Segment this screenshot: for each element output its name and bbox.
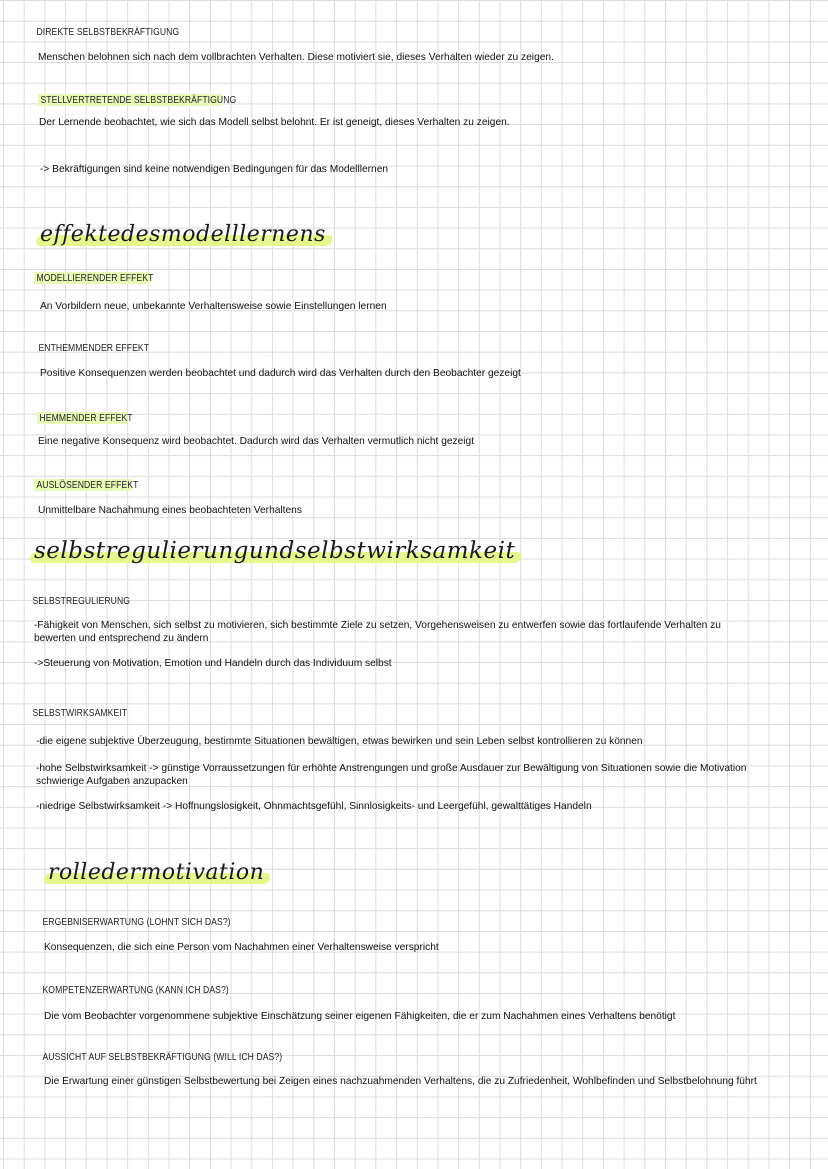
heading-direkte-selbstbekraeftigung: DIREKTE SELBSTBEKRÄFTIGUNG: [36, 26, 180, 38]
heading-ausloesender-effekt: AUSLÖSENDER EFFEKT: [34, 478, 132, 492]
heading-modellierender-effekt: MODELLIERENDER EFFEKT: [34, 271, 150, 285]
heading-kompetenzerwartung: KOMPETENZERWARTUNG (KANN ICH DAS?): [42, 984, 229, 996]
heading-stellvertretende-selbstbekraeftigung: STELLVERTRETENDE SELBSTBEKRÄFTIGUNG: [38, 93, 222, 107]
heading-aussicht-auf-selbstbekraeftigung: AUSSICHT AUF SELBSTBEKRÄFTIGUNG (WILL ICH DAS?): [42, 1051, 283, 1063]
heading-selbstregulierung: SELBSTREGULIERUNG: [32, 595, 131, 607]
text-niedrige-selbstwirksamkeit: -niedrige Selbstwirksamkeit -> Hoffnungslosigkeit, Ohnmachtsgefühl, Sinnlosigkeits- und Leergefühl, gewalttätiges Handeln: [36, 801, 592, 812]
heading-selbstwirksamkeit: SELBSTWIRKSAMKEIT: [32, 707, 128, 719]
text-stellvertretende-selbstbekraeftigung: Der Lernende beobachtet, wie sich das Modell selbst belohnt. Er ist geneigt, dieses Verhalten zu zeigen.: [39, 117, 510, 128]
text-ausloesender-effekt: Unmittelbare Nachahmung eines beobachteten Verhaltens: [38, 505, 302, 516]
text-kompetenzerwartung: Die vom Beobachter vorgenommene subjektive Einschätzung seiner eigenen Fähigkeiten, die er zum Nachahmen eines Verhaltens benötigt: [44, 1011, 676, 1022]
text-direkte-selbstbekraeftigung: Menschen belohnen sich nach dem vollbrachten Verhalten. Diese motiviert sie, dieses Verhalten wieder zu zeigen.: [38, 52, 554, 63]
heading-enthemmender-effekt: ENTHEMMENDER EFFEKT: [38, 342, 150, 354]
section-title-effekte: effektedesmodelllernens: [40, 222, 326, 247]
text-ergebniserwartung: Konsequenzen, die sich eine Person vom Nachahmen einer Verhaltensweise verspricht: [44, 942, 439, 953]
text-aussicht-auf-selbstbekraeftigung: Die Erwartung einer günstigen Selbstbewertung bei Zeigen eines nachzuahmenden Verhaltens, die zu Zufriedenheit, Wohlbefinden und Selbstbelohnung führt: [44, 1076, 757, 1087]
section-title-rolle-der-motivation: rolledermotivation: [48, 860, 264, 885]
text-selbstwirksamkeit-definition: -die eigene subjektive Überzeugung, bestimmte Situationen bewältigen, etwas bewirken und sein Leben selbst kontrollieren zu können: [36, 736, 643, 747]
section-title-selbstregulierung: selbstregulierungundselbstwirksamkeit: [34, 538, 515, 564]
text-hemmender-effekt: Eine negative Konsequenz wird beobachtet. Dadurch wird das Verhalten vermutlich nicht gezeigt: [38, 436, 475, 447]
heading-ergebniserwartung: ERGEBNISERWARTUNG (LOHNT SICH DAS?): [42, 916, 231, 928]
text-steuerung: ->Steuerung von Motivation, Emotion und Handeln durch das Individuum selbst: [34, 658, 392, 669]
text-hohe-selbstwirksamkeit: -hohe Selbstwirksamkeit -> günstige Vorraussetzungen für erhöhte Anstrengungen und große Ausdauer zur Bewältigung von Situationen sowie die Motivation schwierige Aufgaben anzupacken: [36, 763, 747, 787]
text-modellierender-effekt: An Vorbildern neue, unbekannte Verhaltensweise sowie Einstellungen lernen: [40, 301, 387, 312]
text-selbstregulierung: -Fähigkeit von Menschen, sich selbst zu motivieren, sich bestimmte Ziele zu setzen, Vorgehensweisen zu entwerfen sowie das fortlaufende Verhalten zu bewerten und entsprechend zu ändern: [34, 620, 721, 644]
heading-hemmender-effekt: HEMMENDER EFFEKT: [37, 411, 127, 425]
text-enthemmender-effekt: Positive Konsequenzen werden beobachtet und dadurch wird das Verhalten durch den Beobachter gezeigt: [40, 368, 521, 379]
text-bekraeftigungen-note: -> Bekräftigungen sind keine notwendigen Bedingungen für das Modelllernen: [40, 164, 389, 175]
